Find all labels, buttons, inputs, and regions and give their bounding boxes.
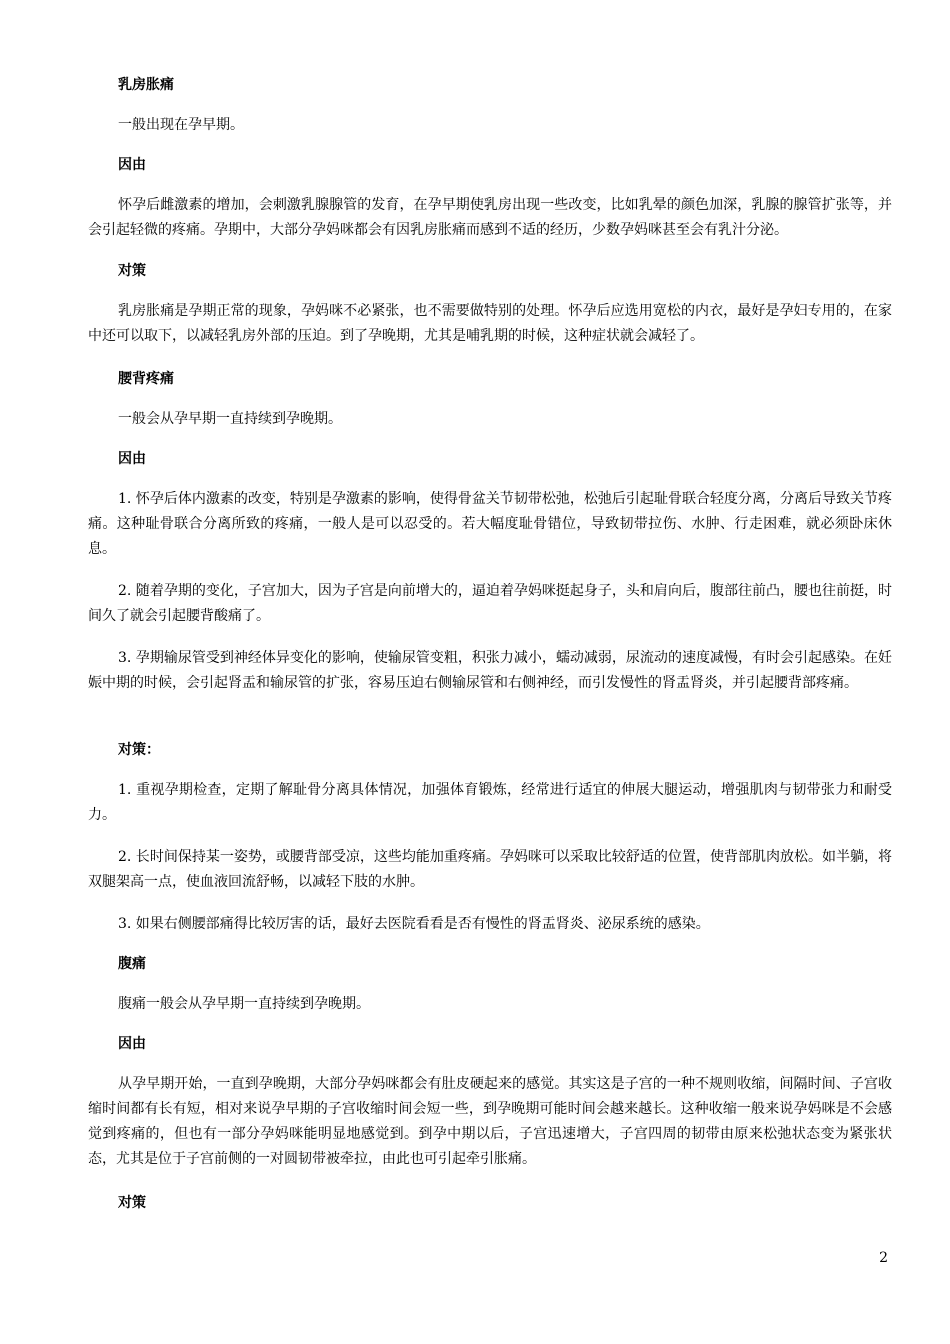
subheading-cause: 因由 <box>118 1036 146 1052</box>
paragraph-onset-abdominal-pain: 腹痛一般会从孕早期一直持续到孕晚期。 <box>118 996 370 1012</box>
paragraph-cause-back-1: 1. 怀孕后体内激素的改变，特别是孕激素的影响，使得骨盆关节韧带松弛，松弛后引起耻骨联合轻度分离，分离后导致关节疼痛。这种耻骨联合分离所致的疼痛，一般人是可以忍受的。若大幅度耻骨错位，导致韧带拉伤、水肿、行走困难，就必须卧床休息。 <box>88 491 892 557</box>
paragraph-cause-back-2: 2. 随着孕期的变化，子宫加大，因为子宫是向前增大的，逼迫着孕妈咪挺起身子，头和肩向后，腹部往前凸，腰也往前挺，时间久了就会引起腰背酸痛了。 <box>88 583 892 624</box>
paragraph-countermeasure-back-3: 3. 如果右侧腰部痛得比较厉害的话，最好去医院看看是否有慢性的肾盂肾炎、泌尿系统的感染。 <box>118 916 710 932</box>
section-heading-breast-pain: 乳房胀痛 <box>118 77 174 93</box>
subheading-countermeasure: 对策 <box>118 263 146 279</box>
page-number: 2 <box>879 1250 888 1266</box>
paragraph-countermeasure-back-1: 1. 重视孕期检查，定期了解耻骨分离具体情况，加强体育锻炼，经常进行适宜的伸展大腿运动，增强肌肉与韧带张力和耐受力。 <box>88 782 892 823</box>
paragraph-cause-back-3: 3. 孕期输尿管受到神经体异变化的影响，使输尿管变粗，积张力减小，蠕动减弱，尿流动的速度减慢，有时会引起感染。在妊娠中期的时候，会引起肾盂和输尿管的扩张，容易压迫右侧输尿管和右侧神经，而引发慢性的肾盂肾炎，并引起腰背部疼痛。 <box>88 650 892 691</box>
paragraph-cause-breast-pain: 怀孕后雌激素的增加，会刺激乳腺腺管的发育，在孕早期使乳房出现一些改变，比如乳晕的颜色加深，乳腺的腺管扩张等，并会引起轻微的疼痛。孕期中，大部分孕妈咪都会有因乳房胀痛而感到不适的经历，少数孕妈咪甚至会有乳汁分泌。 <box>88 197 892 238</box>
subheading-cause: 因由 <box>118 451 146 467</box>
paragraph-countermeasure-back-2: 2. 长时间保持某一姿势，或腰背部受凉，这些均能加重疼痛。孕妈咪可以采取比较舒适的位置，使背部肌肉放松。如半躺，将双腿架高一点，使血液回流舒畅，以减轻下肢的水肿。 <box>88 849 892 890</box>
subheading-cause: 因由 <box>118 157 146 173</box>
subheading-countermeasure: 对策： <box>118 742 160 758</box>
section-heading-abdominal-pain: 腹痛 <box>118 956 146 972</box>
subheading-countermeasure: 对策 <box>118 1195 146 1211</box>
paragraph-countermeasure-breast: 乳房胀痛是孕期正常的现象，孕妈咪不必紧张，也不需要做特别的处理。怀孕后应选用宽松的内衣，最好是孕妇专用的，在家中还可以取下，以减轻乳房外部的压迫。到了孕晚期，尤其是哺乳期的时候，这种症状就会减轻了。 <box>88 303 892 344</box>
section-heading-back-pain: 腰背疼痛 <box>118 371 174 387</box>
paragraph-onset-breast-pain: 一般出现在孕早期。 <box>118 117 244 133</box>
paragraph-onset-back-pain: 一般会从孕早期一直持续到孕晚期。 <box>118 411 342 427</box>
paragraph-cause-abdominal: 从孕早期开始，一直到孕晚期，大部分孕妈咪都会有肚皮硬起来的感觉。其实这是子宫的一种不规则收缩，间隔时间、子宫收缩时间都有长有短，相对来说孕早期的子宫收缩时间会短一些，到孕晚期可能时间会越来越长。这种收缩一般来说孕妈咪是不会感觉到疼痛的，但也有一部分孕妈咪能明显地感觉到。到孕中期以后，子宫迅速增大，子宫四周的韧带由原来松弛状态变为紧张状态，尤其是位于子宫前侧的一对圆韧带被牵拉，由此也可引起牵引胀痛。 <box>88 1076 892 1167</box>
